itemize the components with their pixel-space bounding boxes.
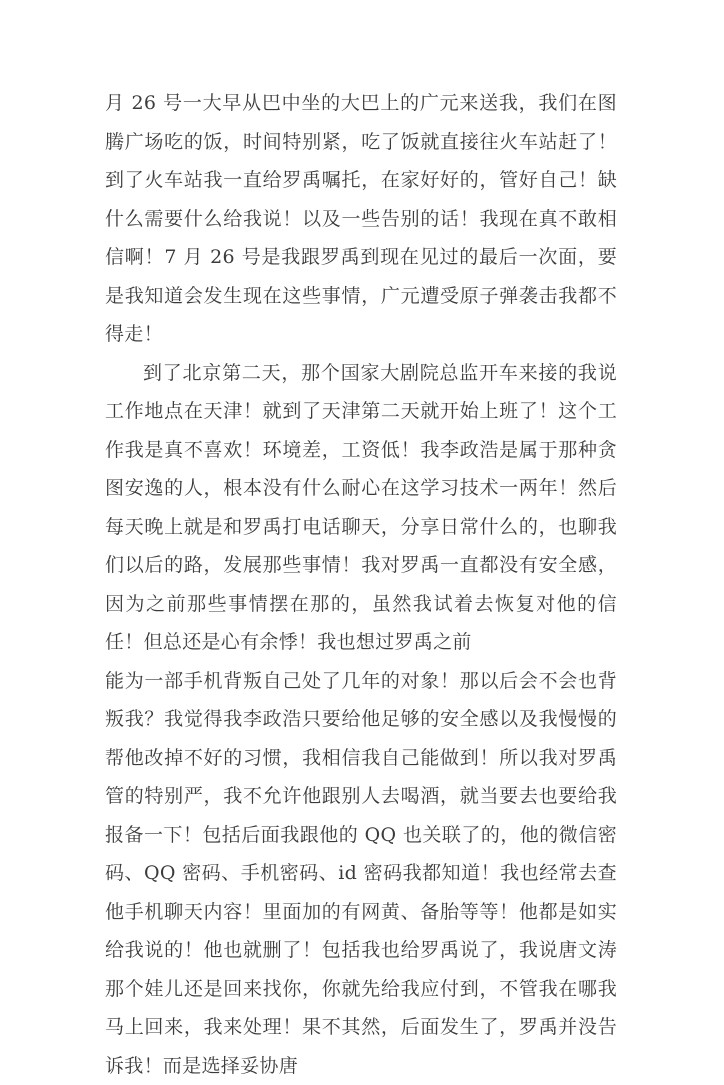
paragraph-2: 到了北京第二天，那个国家大剧院总监开车来接的我说工作地点在天津！就到了天津第二天就开始上班了！这个工作我是真不喜欢！环境差，工资低！我李政浩是属于那种贪图安逸的人，根本没有什么耐心在这学习技术一两年！然后每天晚上就是和罗禹打电话聊天，分享日常什么的，也聊我们以后的路，发展那些事情！我对罗禹一直都没有安全感，因为之前那些事情摆在那的，虽然我试着去恢复对他的信任！但总还是心有余悸！我也想过罗禹之前 [105, 354, 617, 662]
paragraph-3: 能为一部手机背叛自己处了几年的对象！那以后会不会也背叛我？我觉得我李政浩只要给他足够的安全感以及我慢慢的帮他改掉不好的习惯，我相信我自己能做到！所以我对罗禹管的特别严，我不允许他跟别人去喝酒，就当要去也要给我报备一下！包括后面我跟他的 QQ 也关联了的，他的微信密码、QQ 密码、手机密码、id 密码我都知道！我也经常去查他手机聊天内容！里面加的有网黄、备胎等等！他都是如实给我说的！他也就删了！包括我也给罗禹说了，我说唐文涛那个娃儿还是回来找你，你就先给我应付到，不管我在哪我马上回来，我来处理！果不其然，后面发生了，罗禹并没告诉我！而是选择妥协唐 [105, 662, 617, 1085]
paragraph-1: 月 26 号一大早从巴中坐的大巴上的广元来送我，我们在图腾广场吃的饭，时间特别紧，吃了饭就直接往火车站赶了！到了火车站我一直给罗禹嘱托，在家好好的，管好自己！缺什么需要什么给我说！以及一些告别的话！我现在真不敢相信啊！7 月 26 号是我跟罗禹到现在见过的最后一次面，要是我知道会发生现在这些事情，广元遭受原子弹袭击我都不得走！ [105, 84, 617, 354]
